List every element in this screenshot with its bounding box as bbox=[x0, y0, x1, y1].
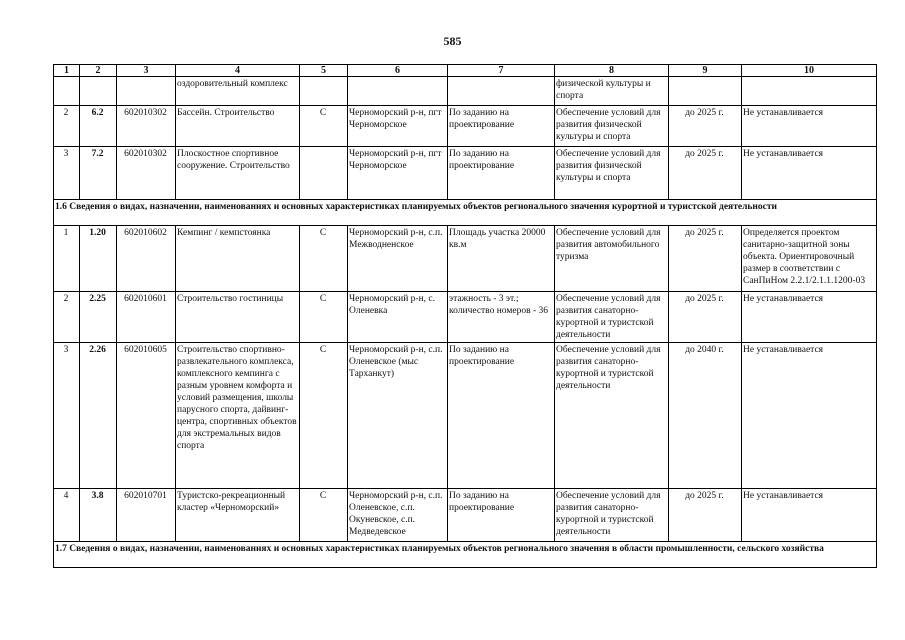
row-code: 602010605 bbox=[117, 343, 176, 489]
row-location: Черноморский р-н, пгт Черноморское bbox=[348, 147, 448, 200]
row-number: 1 bbox=[54, 226, 80, 292]
row-number: 3 bbox=[54, 147, 80, 200]
objects-table bbox=[53, 64, 877, 568]
row-params: По заданию на проектирование bbox=[448, 147, 555, 200]
row-type: С bbox=[300, 226, 348, 292]
column-header: 1 bbox=[54, 65, 80, 77]
row-location: Черноморский р-н, с.п. Оленевское, с.п. Окуневское, с.п. Медведевское bbox=[348, 489, 448, 542]
table-header-row bbox=[54, 65, 877, 77]
page-number: 585 bbox=[443, 34, 462, 48]
row-index: 6.2 bbox=[80, 106, 117, 147]
row-index: 2.26 bbox=[80, 343, 117, 489]
row-code: 602010701 bbox=[117, 489, 176, 542]
row-zone bbox=[742, 77, 877, 106]
column-header: 2 bbox=[80, 65, 117, 77]
section-row bbox=[54, 200, 877, 226]
row-location bbox=[348, 77, 448, 106]
row-params bbox=[448, 77, 555, 106]
row-number: 4 bbox=[54, 489, 80, 542]
row-params: По заданию на проектирование bbox=[448, 106, 555, 147]
section-row bbox=[54, 542, 877, 568]
row-purpose: Обеспечение условий для развития физической культуры и спорта bbox=[555, 147, 669, 200]
row-term: до 2025 г. bbox=[669, 292, 742, 343]
section-heading-1-6: 1.6 Сведения о видах, назначении, наименованиях и основных характеристиках планируемых объектов регионального значения курортной и туристской деятельности bbox=[54, 200, 877, 226]
row-location: Черноморский р-н, пгт Черноморское bbox=[348, 106, 448, 147]
row-code: 602010302 bbox=[117, 106, 176, 147]
row-type bbox=[300, 147, 348, 200]
row-purpose: Обеспечение условий для развития санаторно-курортной и туристской деятельности bbox=[555, 292, 669, 343]
row-location: Черноморский р-н, с.п. Оленевское (мыс Тарханкут) bbox=[348, 343, 448, 489]
row-params: Площадь участка 20000 кв.м bbox=[448, 226, 555, 292]
row-name: Туристско-рекреационный кластер «Черноморский» bbox=[176, 489, 300, 542]
row-name: Строительство спортивно-развлекательного комплекса, комплексного кемпинга с разным уровнем комфорта и условий размещения, школы парусного спорта, дайвинг-центра, спортивных объектов для экстремальных видов спорта bbox=[176, 343, 300, 489]
row-index: 1.20 bbox=[80, 226, 117, 292]
row-type: С bbox=[300, 343, 348, 489]
row-number bbox=[54, 77, 80, 106]
table-row bbox=[54, 77, 877, 106]
row-zone: Не устанавливается bbox=[742, 292, 877, 343]
row-purpose: Обеспечение условий для развития физической культуры и спорта bbox=[555, 106, 669, 147]
row-name: оздоровительный комплекс bbox=[176, 77, 300, 106]
row-location: Черноморский р-н, с.п. Межводненское bbox=[348, 226, 448, 292]
column-header: 6 bbox=[348, 65, 448, 77]
section-heading-1-7: 1.7 Сведения о видах, назначении, наименованиях и основных характеристиках планируемых объектов регионального значения в области промышленности, сельского хозяйства bbox=[54, 542, 877, 568]
table-row bbox=[54, 489, 877, 542]
row-index: 7.2 bbox=[80, 147, 117, 200]
row-term: до 2025 г. bbox=[669, 489, 742, 542]
column-header: 3 bbox=[117, 65, 176, 77]
row-code: 602010302 bbox=[117, 147, 176, 200]
row-location: Черноморский р-н, с. Оленевка bbox=[348, 292, 448, 343]
row-number: 3 bbox=[54, 343, 80, 489]
row-code: 602010602 bbox=[117, 226, 176, 292]
row-params: этажность - 3 эт.; количество номеров - 36 bbox=[448, 292, 555, 343]
row-code: 602010601 bbox=[117, 292, 176, 343]
row-zone: Определяется проектом санитарно-защитной зоны объекта. Ориентировочный размер в соответствии с СанПиНом 2.2.1/2.1.1.1200-03 bbox=[742, 226, 877, 292]
row-purpose: физической культуры и спорта bbox=[555, 77, 669, 106]
row-number: 2 bbox=[54, 292, 80, 343]
table-row bbox=[54, 147, 877, 200]
row-index bbox=[80, 77, 117, 106]
column-header: 10 bbox=[742, 65, 877, 77]
column-header: 5 bbox=[300, 65, 348, 77]
row-zone: Не устанавливается bbox=[742, 343, 877, 489]
column-header: 9 bbox=[669, 65, 742, 77]
row-type: С bbox=[300, 292, 348, 343]
table-row bbox=[54, 226, 877, 292]
row-code bbox=[117, 77, 176, 106]
row-purpose: Обеспечение условий для развития санаторно-курортной и туристской деятельности bbox=[555, 343, 669, 489]
row-name: Строительство гостиницы bbox=[176, 292, 300, 343]
table-row bbox=[54, 292, 877, 343]
row-params: По заданию на проектирование bbox=[448, 489, 555, 542]
row-name: Кемпинг / кемпстоянка bbox=[176, 226, 300, 292]
row-name: Плоскостное спортивное сооружение. Строительство bbox=[176, 147, 300, 200]
row-purpose: Обеспечение условий для развития автомобильного туризма bbox=[555, 226, 669, 292]
row-index: 2.25 bbox=[80, 292, 117, 343]
row-term: до 2025 г. bbox=[669, 106, 742, 147]
row-index: 3.8 bbox=[80, 489, 117, 542]
table-row bbox=[54, 343, 877, 489]
row-type: С bbox=[300, 489, 348, 542]
row-purpose: Обеспечение условий для развития санаторно-курортной и туристской деятельности bbox=[555, 489, 669, 542]
row-zone: Не устанавливается bbox=[742, 106, 877, 147]
row-term bbox=[669, 77, 742, 106]
row-term: до 2025 г. bbox=[669, 226, 742, 292]
row-term: до 2025 г. bbox=[669, 147, 742, 200]
row-params: По заданию на проектирование bbox=[448, 343, 555, 489]
row-type: С bbox=[300, 106, 348, 147]
row-type bbox=[300, 77, 348, 106]
table-row bbox=[54, 106, 877, 147]
row-number: 2 bbox=[54, 106, 80, 147]
row-term: до 2040 г. bbox=[669, 343, 742, 489]
column-header: 4 bbox=[176, 65, 300, 77]
row-zone: Не устанавливается bbox=[742, 147, 877, 200]
row-zone: Не устанавливается bbox=[742, 489, 877, 542]
column-header: 7 bbox=[448, 65, 555, 77]
row-name: Бассейн. Строительство bbox=[176, 106, 300, 147]
column-header: 8 bbox=[555, 65, 669, 77]
